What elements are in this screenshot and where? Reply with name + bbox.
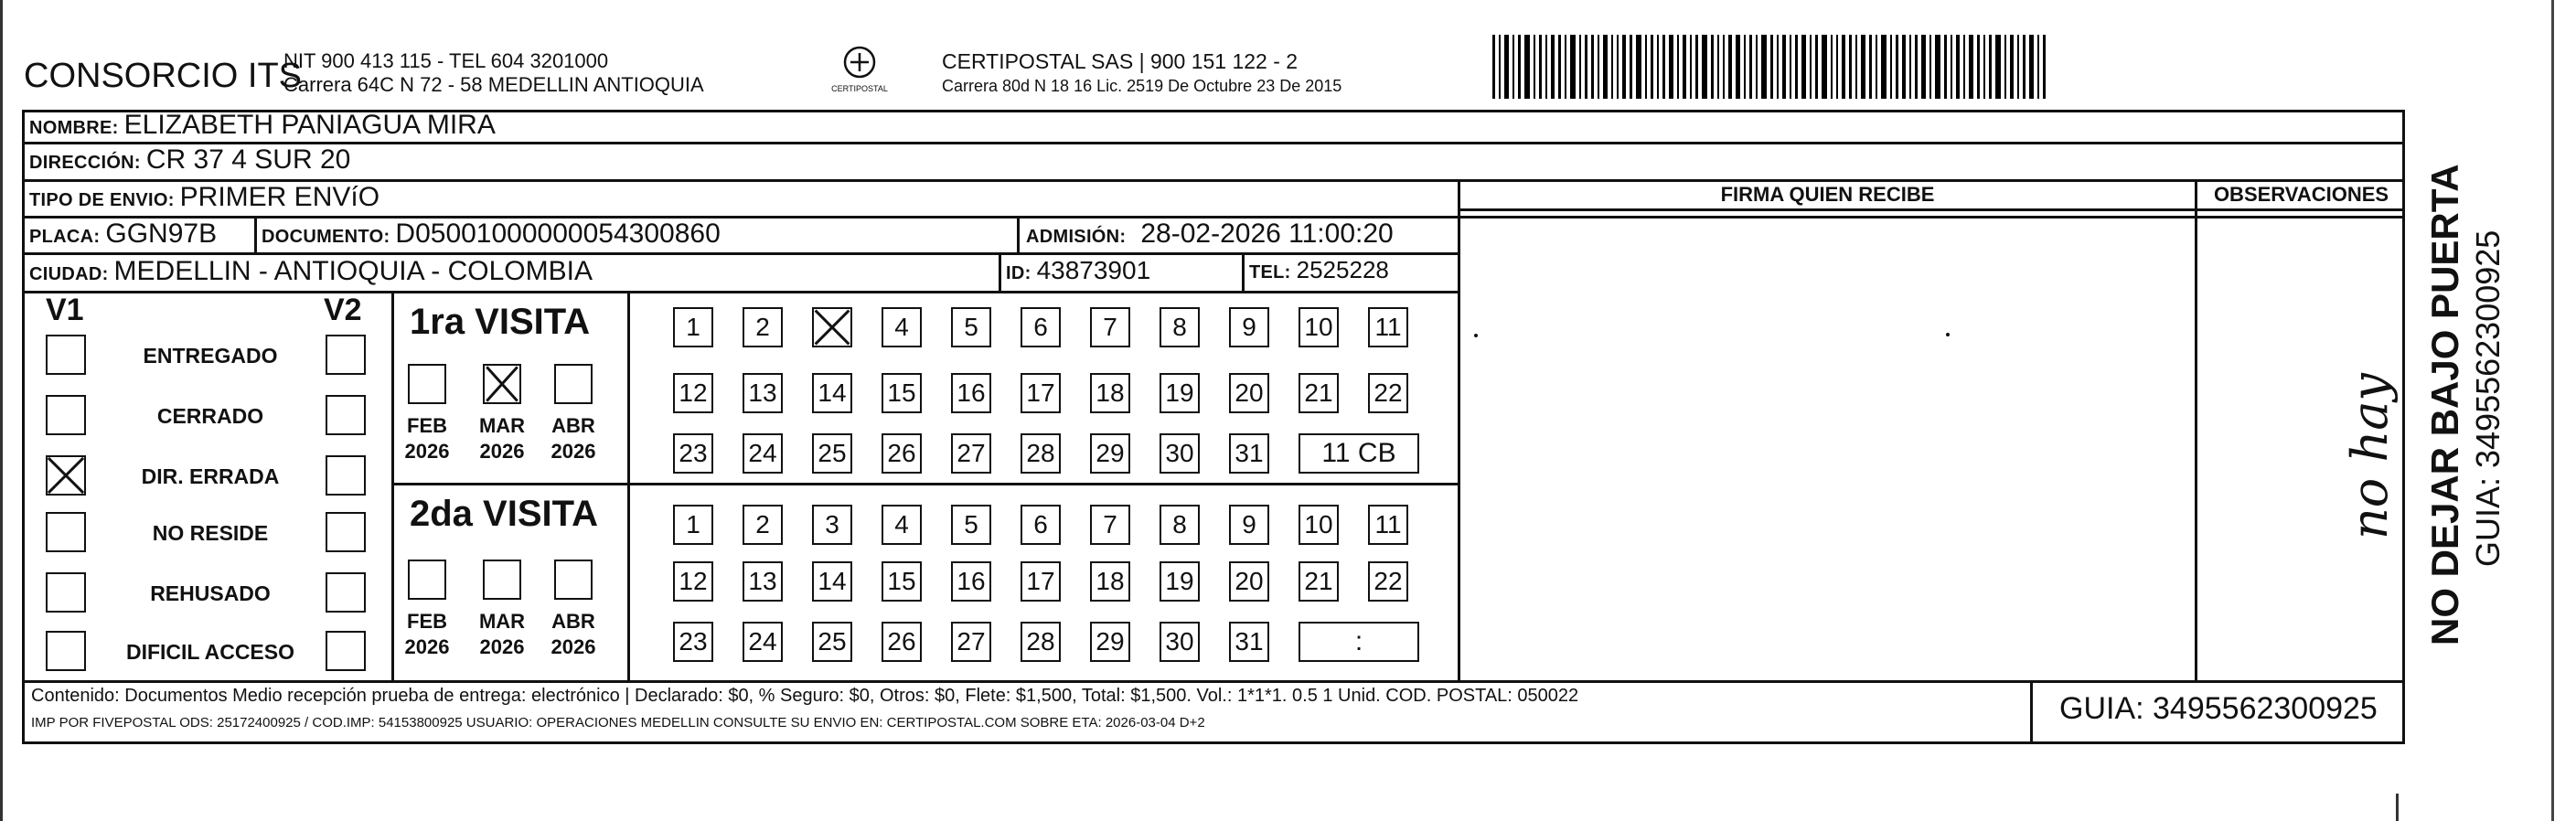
scan-edge	[2396, 794, 2399, 821]
observation-handwriting: no hay	[2341, 373, 2399, 539]
barcode	[1492, 35, 2224, 99]
day-checkbox[interactable]: 14	[812, 561, 852, 602]
day-checkbox[interactable]: 7	[1090, 505, 1130, 545]
v2-checkbox[interactable]	[326, 512, 366, 552]
day-checkbox[interactable]: 2	[743, 505, 783, 545]
day-checkbox[interactable]: 8	[1160, 307, 1200, 347]
day-checkbox[interactable]: 9	[1229, 307, 1269, 347]
day-checkbox[interactable]: 12	[673, 373, 713, 413]
day-checkbox[interactable]: 20	[1229, 373, 1269, 413]
month-label	[545, 609, 602, 660]
month-checkbox[interactable]	[554, 364, 593, 404]
status-label: NO RESIDE	[152, 521, 269, 545]
nombre-value: ELIZABETH PANIAGUA MIRA	[123, 110, 496, 140]
id-label: ID:	[1006, 263, 1031, 283]
month-year: 2026	[404, 440, 450, 463]
day-checkbox[interactable]: 7	[1090, 307, 1130, 347]
imp-text: IMP POR FIVEPOSTAL ODS: 25172400925 / COD.IMP: 54153800925 USUARIO: OPERACIONES MEDELLIN CONSULTE SU ENVIO EN: CERTIPOSTAL.COM SOBRE ETA: 2026-03-04 D+2	[31, 715, 1205, 730]
day-checkbox[interactable]: 5	[951, 505, 991, 545]
day-checkbox[interactable]: 27	[951, 622, 991, 662]
day-checkbox[interactable]: 28	[1021, 433, 1061, 474]
tel-field	[1249, 256, 1389, 284]
day-checkbox[interactable]: 11	[1368, 505, 1408, 545]
day-checkbox[interactable]: 24	[743, 622, 783, 662]
day-checkbox[interactable]: 31	[1229, 622, 1269, 662]
day-checkbox[interactable]: 2	[743, 307, 783, 347]
day-checkbox[interactable]: 20	[1229, 561, 1269, 602]
tel-value: 2525228	[1296, 256, 1389, 283]
direccion-field	[29, 144, 350, 176]
month-year: 2026	[479, 635, 525, 658]
v1-checkbox[interactable]	[46, 395, 86, 435]
signature-mark	[1946, 333, 1950, 336]
month-year: 2026	[550, 635, 596, 658]
month-checkbox[interactable]	[483, 560, 521, 600]
day-checkbox[interactable]: 18	[1090, 561, 1130, 602]
day-checkbox[interactable]: 8	[1160, 505, 1200, 545]
admision-label: ADMISIÓN:	[1026, 227, 1127, 247]
day-checkbox[interactable]: 24	[743, 433, 783, 474]
day-checkbox[interactable]: 21	[1299, 373, 1339, 413]
documento-field	[262, 219, 721, 250]
v2-checkbox[interactable]	[326, 631, 366, 671]
day-checkbox[interactable]: 4	[882, 307, 922, 347]
day-checkbox[interactable]: 16	[951, 561, 991, 602]
company-name: CONSORCIO ITS	[24, 57, 303, 95]
status-label: ENTREGADO	[143, 344, 278, 368]
v1-checkbox[interactable]	[46, 631, 86, 671]
month-year: 2026	[479, 440, 525, 463]
day-checkbox[interactable]: 29	[1090, 622, 1130, 662]
guia-footer: GUIA: 3495562300925	[2059, 691, 2378, 726]
v2-header: V2	[324, 293, 362, 327]
ciudad-value: MEDELLIN - ANTIOQUIA - COLOMBIA	[113, 256, 593, 286]
side-guia: GUIA: 3495562300925	[2469, 229, 2507, 567]
month-name: ABR	[551, 414, 595, 437]
month-name: ABR	[551, 610, 595, 633]
day-checkbox[interactable]: 17	[1021, 373, 1061, 413]
day-checkbox[interactable]: 4	[882, 505, 922, 545]
v2-checkbox[interactable]	[326, 455, 366, 496]
contenido-text: Contenido: Documentos Medio recepción prueba de entrega: electrónico | Declarado: $0, % Seguro: $0, Otros: $0, Flete: $1,500, Total: $1,500. Vol.: 1*1*1. 0.5 1 Unid. COD. POSTAL: 050022	[31, 686, 1579, 706]
day-checkbox[interactable]: 5	[951, 307, 991, 347]
ciudad-label: CIUDAD:	[29, 264, 109, 284]
day-checkbox[interactable]: 3	[812, 505, 852, 545]
month-year: 2026	[550, 440, 596, 463]
day-checkbox[interactable]: 11	[1368, 307, 1408, 347]
nombre-field	[29, 110, 496, 141]
tipo-envio-field	[29, 182, 379, 213]
day-checkbox[interactable]: 30	[1160, 622, 1200, 662]
day-checkbox[interactable]: 16	[951, 373, 991, 413]
placa-label: PLACA:	[29, 227, 101, 247]
visit-time-box[interactable]: 11 CB	[1299, 433, 1419, 474]
status-label: DIFICIL ACCESO	[125, 640, 294, 664]
visit1-title: 1ra VISITA	[410, 302, 591, 342]
day-checkbox[interactable]: 25	[812, 622, 852, 662]
day-checkbox[interactable]: 10	[1299, 505, 1339, 545]
day-checkbox[interactable]: 6	[1021, 505, 1061, 545]
day-checkbox[interactable]: 1	[673, 505, 713, 545]
month-checkbox[interactable]	[408, 364, 446, 404]
day-checkbox[interactable]: 10	[1299, 307, 1339, 347]
day-checkbox[interactable]: 22	[1368, 561, 1408, 602]
id-value: 43873901	[1036, 256, 1151, 284]
day-checkbox[interactable]: 12	[673, 561, 713, 602]
v2-checkbox[interactable]	[326, 572, 366, 613]
month-name: FEB	[407, 610, 447, 633]
day-checkbox[interactable]: 13	[743, 561, 783, 602]
day-checkbox[interactable]: 31	[1229, 433, 1269, 474]
certipostal-logo-icon	[823, 44, 896, 99]
month-label	[474, 413, 530, 464]
id-field	[1006, 256, 1150, 285]
month-label	[399, 413, 455, 464]
month-label	[399, 609, 455, 660]
tipo-envio-label: TIPO DE ENVIO:	[29, 190, 175, 210]
day-checkbox[interactable]: 28	[1021, 622, 1061, 662]
month-checkbox[interactable]	[554, 560, 593, 600]
day-checkbox[interactable]: 6	[1021, 307, 1061, 347]
day-checkbox[interactable]: 26	[882, 622, 922, 662]
no-dejar-bajo-puerta: NO DEJAR BAJO PUERTA	[2423, 164, 2466, 645]
status-label: DIR. ERRADA	[141, 464, 280, 488]
day-checkbox[interactable]: 1	[673, 307, 713, 347]
day-checkbox[interactable]: 9	[1229, 505, 1269, 545]
day-checkbox[interactable]: 22	[1368, 373, 1408, 413]
status-label: REHUSADO	[150, 581, 271, 605]
day-checkbox[interactable]: 27	[951, 433, 991, 474]
day-checkbox[interactable]: 15	[882, 373, 922, 413]
day-checkbox[interactable]: 23	[673, 622, 713, 662]
ciudad-field	[29, 256, 593, 287]
day-checkbox[interactable]: 17	[1021, 561, 1061, 602]
v1-header: V1	[46, 293, 84, 327]
logo-text: CERTIPOSTAL	[831, 84, 888, 93]
v1-checkbox[interactable]	[46, 335, 86, 375]
v1-checkbox[interactable]	[46, 512, 86, 552]
day-checkbox[interactable]: 25	[812, 433, 852, 474]
company-info-line1: NIT 900 413 115 - TEL 604 3201000	[283, 49, 609, 72]
nombre-label: NOMBRE:	[29, 118, 119, 138]
v1-checkbox[interactable]	[46, 455, 86, 496]
visit-time-box[interactable]: :	[1299, 622, 1419, 662]
month-label	[545, 413, 602, 464]
direccion-label: DIRECCIÓN:	[29, 153, 141, 173]
firma-header: FIRMA QUIEN RECIBE	[1720, 183, 1935, 206]
day-checkbox[interactable]: 15	[882, 561, 922, 602]
tel-label: TEL:	[1249, 262, 1291, 283]
v1-checkbox[interactable]	[46, 572, 86, 613]
direccion-value: CR 37 4 SUR 20	[145, 144, 351, 175]
admision-field	[1026, 219, 1394, 250]
status-label: CERRADO	[156, 404, 264, 428]
admision-value: 28-02-2026 11:00:20	[1140, 219, 1394, 249]
company-info-line2: Carrera 64C N 72 - 58 MEDELLIN ANTIOQUIA	[283, 73, 704, 96]
day-checkbox[interactable]: 13	[743, 373, 783, 413]
placa-value: GGN97B	[105, 219, 218, 249]
placa-field	[29, 219, 217, 250]
month-year: 2026	[404, 635, 450, 658]
month-checkbox[interactable]	[408, 560, 446, 600]
month-name: MAR	[478, 610, 526, 633]
day-checkbox[interactable]: 18	[1090, 373, 1130, 413]
v2-checkbox[interactable]	[326, 395, 366, 435]
documento-value: D05001000000054300860	[395, 219, 721, 249]
day-checkbox[interactable]: 21	[1299, 561, 1339, 602]
month-label	[474, 609, 530, 660]
day-checkbox[interactable]: 30	[1160, 433, 1200, 474]
day-checkbox[interactable]: 19	[1160, 373, 1200, 413]
scan-edge	[0, 0, 3, 821]
tipo-envio-value: PRIMER ENVíO	[179, 182, 380, 212]
day-checkbox[interactable]: 14	[812, 373, 852, 413]
day-checkbox[interactable]: 29	[1090, 433, 1130, 474]
month-name: MAR	[478, 414, 526, 437]
carrier-info-line2: Carrera 80d N 18 16 Lic. 2519 De Octubre 23 De 2015	[942, 77, 1342, 95]
carrier-info-line1: CERTIPOSTAL SAS | 900 151 122 - 2	[942, 49, 1299, 73]
scan-edge	[2551, 0, 2554, 821]
day-checkbox[interactable]: 19	[1160, 561, 1200, 602]
v2-checkbox[interactable]	[326, 335, 366, 375]
month-checkbox[interactable]	[483, 364, 521, 404]
day-checkbox[interactable]	[812, 307, 852, 347]
day-checkbox[interactable]: 23	[673, 433, 713, 474]
observaciones-header: OBSERVACIONES	[2213, 183, 2389, 206]
visit2-title: 2da VISITA	[410, 494, 598, 534]
documento-label: DOCUMENTO:	[262, 227, 390, 247]
month-name: FEB	[407, 414, 447, 437]
day-checkbox[interactable]: 26	[882, 433, 922, 474]
signature-mark	[1474, 334, 1478, 337]
